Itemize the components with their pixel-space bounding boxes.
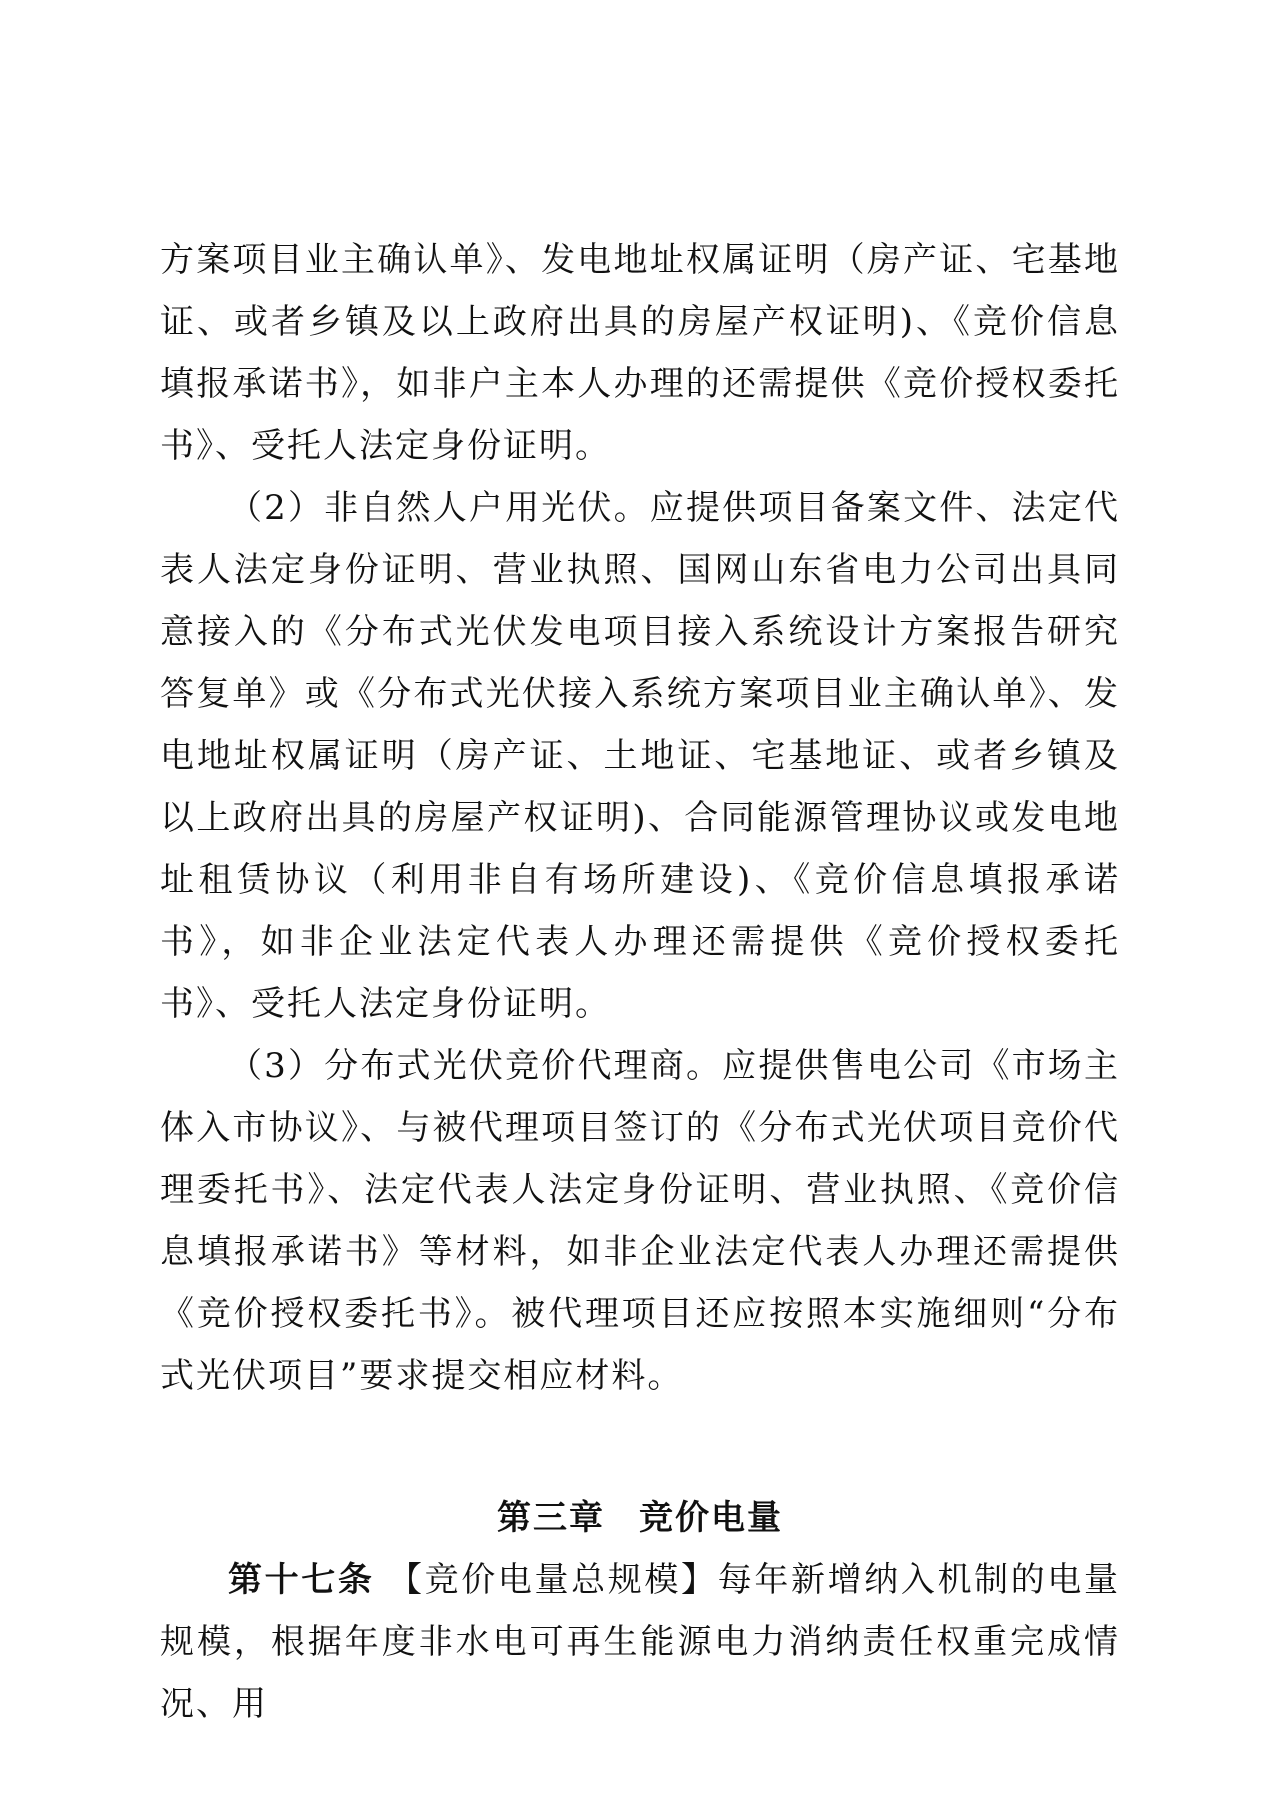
paragraph-continued: 方案项目业主确认单》、发电地址权属证明（房产证、宅基地证、或者乡镇及以上政府出具的房屋产权证明)、《竞价信息填报承诺书》，如非户主本人办理的还需提供《竞价授权委托书》、受托人法定身份证明。 [160,240,1120,466]
article-label: 第十七条 [228,1560,375,1600]
chapter-title: 竞价电量 [639,1498,783,1538]
article-heading: 【竞价电量总规模】 [387,1560,718,1600]
chapter-number: 第三章 [497,1498,605,1538]
paragraph-item-2: （2）非自然人户用光伏。应提供项目备案文件、法定代表人法定身份证明、营业执照、国网山东省电力公司出具同意接入的《分布式光伏发电项目接入系统设计方案报告研究答复单》或《分布式光伏接入系统方案项目业主确认单》、发电地址权属证明（房产证、土地证、宅基地证、或者乡镇及以上政府出具的房屋产权证明)、合同能源管理协议或发电地址租赁协议（利用非自有场所建设)、《竞价信息填报承诺书》，如非企业法定代表人办理还需提供《竞价授权委托书》、受托人法定身份证明。 [160,488,1120,1024]
article-paragraph [160,1549,1120,1735]
chapter-heading [160,1487,1120,1549]
article-body: 每年新增纳入机制的电量规模，根据年度非水电可再生能源电力消纳责任权重完成情况、用 [160,1560,1121,1724]
document-page [160,229,1120,1735]
paragraph-item-3: （3）分布式光伏竞价代理商。应提供售电公司《市场主体入市协议》、与被代理项目签订的《分布式光伏项目竞价代理委托书》、法定代表人法定身份证明、营业执照、《竞价信息填报承诺书》等材料，如非企业法定代表人办理还需提供《竞价授权委托书》。被代理项目还应按照本实施细则“分布式光伏项目”要求提交相应材料。 [160,1046,1120,1396]
